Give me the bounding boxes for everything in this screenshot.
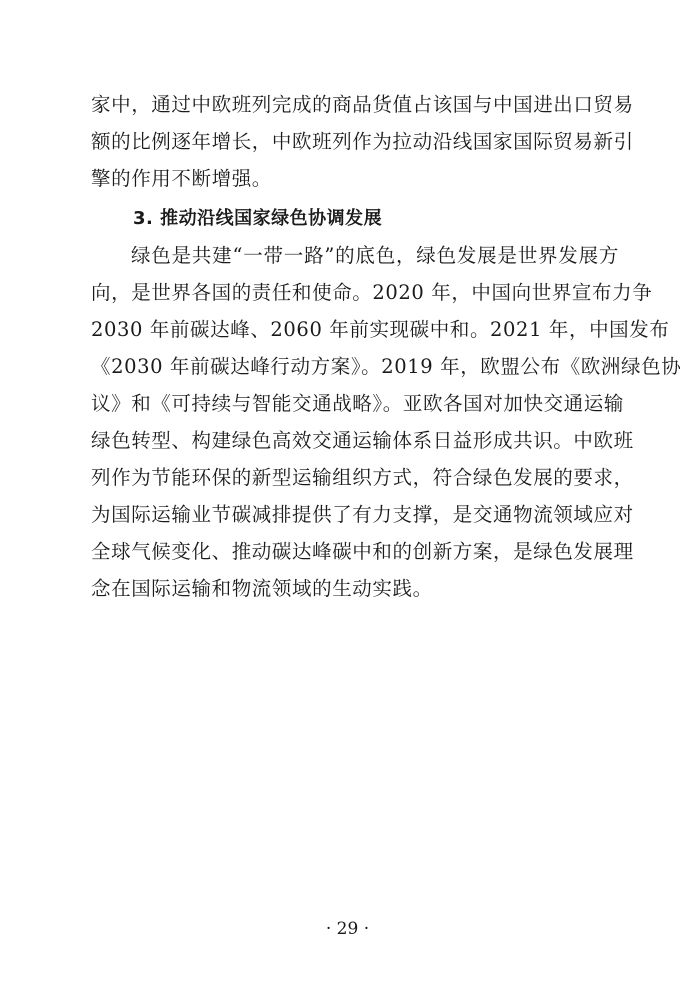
section-heading: 3. 推动沿线国家绿色协调发展 bbox=[133, 208, 383, 229]
paragraph-line: 擎的作用不断增强。 bbox=[91, 167, 272, 190]
paragraph-line: 全球气候变化、推动碳达峰碳中和的创新方案，是绿色发展理 bbox=[91, 540, 634, 563]
paragraph-line: 列作为节能环保的新型运输组织方式，符合绿色发展的要求， bbox=[91, 466, 634, 489]
paragraph-line: 议》和《可持续与智能交通战略》。亚欧各国对加快交通运输 bbox=[91, 392, 624, 415]
paragraph-line: 绿色是共建“一带一路”的底色，绿色发展是世界发展方 bbox=[131, 244, 619, 267]
paragraph-line: 为国际运输业节碳减排提供了有力支撑，是交通物流领域应对 bbox=[91, 503, 634, 526]
paragraph-line: 绿色转型、构建绿色高效交通运输体系日益形成共识。中欧班 bbox=[91, 429, 634, 452]
paragraph-line: 家中，通过中欧班列完成的商品货值占该国与中国进出口贸易 bbox=[91, 93, 634, 116]
paragraph-line: 《2030 年前碳达峰行动方案》。2019 年，欧盟公布《欧洲绿色协 bbox=[91, 355, 682, 378]
paragraph-line: 向，是世界各国的责任和使命。2020 年，中国向世界宣布力争 bbox=[91, 281, 653, 304]
paragraph-line: 念在国际运输和物流领域的生动实践。 bbox=[91, 577, 433, 600]
paragraph-line: 额的比例逐年增长，中欧班列作为拉动沿线国家国际贸易新引 bbox=[91, 130, 634, 153]
page-number: · 29 · bbox=[325, 919, 370, 939]
paragraph-line: 2030 年前碳达峰、2060 年前实现碳中和。2021 年，中国发布 bbox=[91, 318, 670, 341]
